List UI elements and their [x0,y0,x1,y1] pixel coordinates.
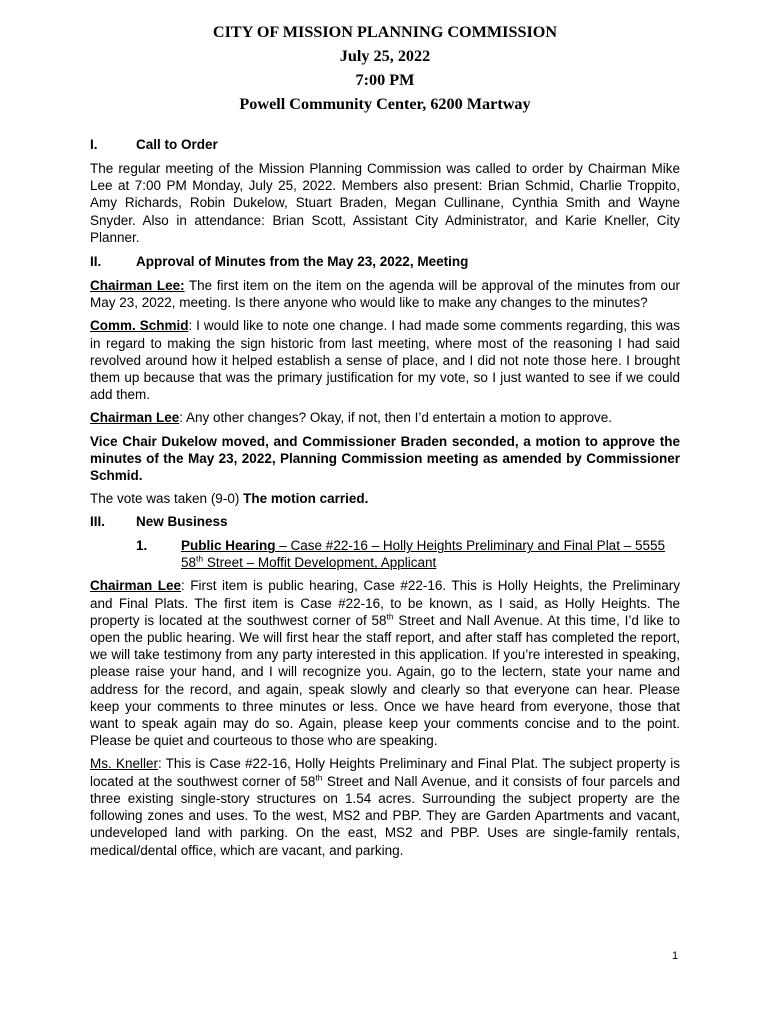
speaker-text: The first item on the item on the agenda will be approval of the minutes from our May 23, 2022, meeting. Is there anyone who would like to make any changes to the minutes? [90,278,680,311]
minutes-paragraph-1 [90,277,680,311]
motion-statement: Vice Chair Dukelow moved, and Commissioner Braden seconded, a motion to approve the minutes of the May 23, 2022, Planning Commission meeting as amended by Commissioner Schmid. [90,433,680,484]
minutes-paragraph-3 [90,409,680,426]
call-to-order-paragraph: The regular meeting of the Mission Planning Commission was called to order by Chairman Mike Lee at 7:00 PM Monday, July 25, 2022. Members also present: Brian Schmid, Charlie Troppito, Amy Richards, Robin Dukelow, Stuart Braden, Megan Cullinane, Cynthia Smith and Wayne Snyder. Also in attendance: Brian Scott, Assistant City Administrator, and Karie Kneller, City Planner. [90,161,680,245]
section-title: Call to Order [136,137,218,152]
speaker-name: Ms. Kneller [90,756,158,772]
agenda-item-1 [90,537,680,571]
section-title: Approval of Minutes from the May 23, 2022, Meeting [136,254,469,270]
section-number: I. [90,137,98,152]
hearing-paragraph-1: Chairman Lee: First item is public hearing, Case #22-16. This is Holly Heights, the Preliminary and Final Plats. The first item is Case #22-16, to be known, as I said, as Holly Heights. The property is located at the southwest corner of 58th Street and Nall Avenue. At this time, I’d like to open the public hearing. We will first hear the staff report, and after staff has completed the report, we will take testimony from any party interested in this application. If you’re interested in speaking, please raise your hand, and I will recognize you. Again, go to the lectern, state your name and address for the record, and again, speak slowly and clearly so that everyone can hear. Please keep your comments to three minutes or less. Once we have heard from everyone, those that want to speak again may do so. Again, please keep your comments concise and to the point. Please be quiet and courteous to those who are speaking. [90,578,681,749]
speaker-text: : Any other changes? Okay, if not, then I’d entertain a motion to approve. [179,410,613,426]
document-header [90,20,680,116]
speaker-name: Chairman Lee [90,410,180,426]
section-heading-new-business [90,513,680,530]
speaker-name: Chairman Lee [90,578,182,594]
section-number: II. [90,254,102,270]
speaker-name: Chairman Lee: [90,278,185,294]
document-page [90,20,680,859]
section-heading-approval-of-minutes [90,253,680,270]
speaker-text: : I would like to note one change. I had made some comments regarding, this was in regard to making the sign historic from last meeting, where most of the reasoning I had said revolved around how it helped establish a sense of place, and I did not note those here. I brought them up because that was the primary justification for my vote, so I just wanted to see if we could add them. [90,318,680,403]
agenda-item-number: 1. [136,538,148,554]
section-title: New Business [136,514,228,530]
header-time: 7:00 PM [355,71,415,89]
header-location: Powell Community Center, 6200 Martway [239,95,531,113]
agenda-item-title: Public Hearing – Case #22-16 – Holly Heights Preliminary and Final Plat – 5555 58th Street – Moffit Development, Applicant [181,538,665,571]
header-org: CITY OF MISSION PLANNING COMMISSION [212,23,558,41]
page-number: 1 [672,950,679,962]
header-date: July 25, 2022 [339,47,431,65]
vote-statement [90,490,680,507]
section-number: III. [90,514,106,530]
hearing-paragraph-2: Ms. Kneller: This is Case #22-16, Holly Heights Preliminary and Final Plat. The subject property is located at the southwest corner of 58th Street and Nall Avenue, and it consists of four parcels and three existing single-story structures on 1.54 acres. Surrounding the subject property are the following zones and uses. To the west, MS2 and PBP. They are Garden Apartments and vacant, undeveloped land with parking. On the east, MS2 and PBP. Uses are single-family rentals, medical/dental office, which are vacant, and parking. [90,756,680,858]
speaker-name: Comm. Schmid [90,318,189,334]
minutes-paragraph-2 [90,317,680,403]
agenda-item-label: Public Hearing [181,538,276,554]
vote-text: The vote was taken (9-0) [90,491,244,507]
vote-result: The motion carried. [243,491,369,507]
section-heading-call-to-order [90,136,680,153]
